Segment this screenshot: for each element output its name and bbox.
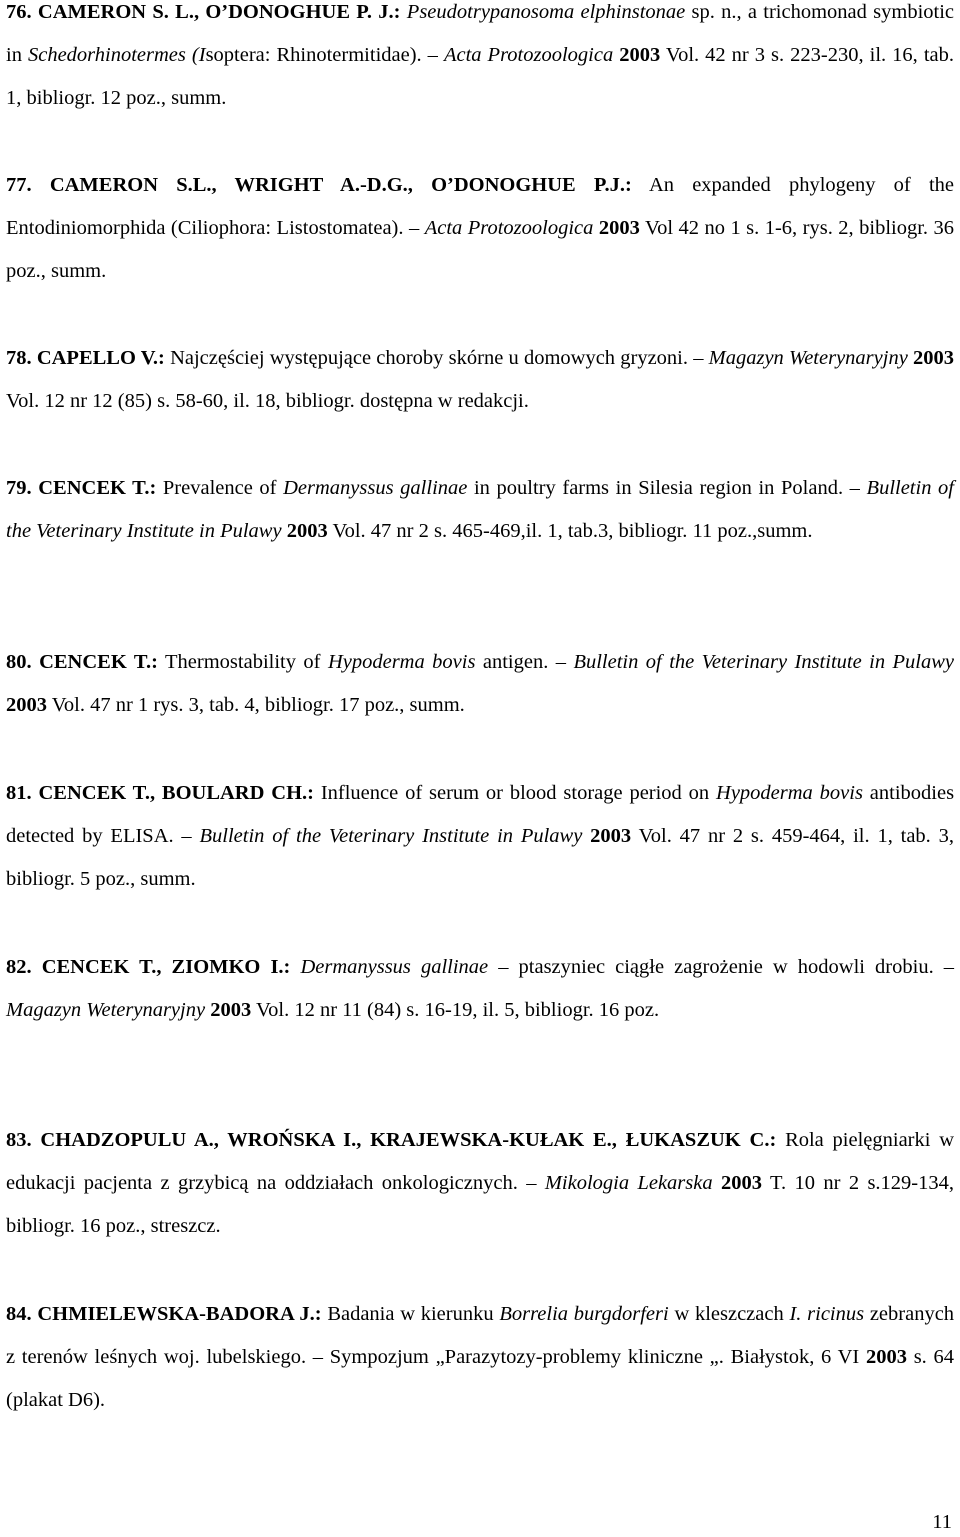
bibliography-entry-84 <box>6 1293 954 1422</box>
entry-title: zebranych z terenów leśnych woj. lubelskiego. – Sympozjum „Parazytozy-problemy kliniczne „. Białystok, 6 VI <box>6 1303 955 1368</box>
entry-title: Influence of serum or blood storage period on <box>320 782 710 804</box>
entry-authors: CHADZOPULU A., WROŃSKA I., KRAJEWSKA-KUŁAK E., ŁUKASZUK C.: <box>40 1129 777 1151</box>
entry-title-italic: (I <box>191 44 206 66</box>
entry-authors: CHMIELEWSKA-BADORA J.: <box>37 1303 322 1325</box>
entry-year: 2003 <box>6 694 47 716</box>
entry-title-italic: Hypoderma bovis <box>327 651 476 673</box>
entry-authors: CENCEK T.: <box>39 651 158 673</box>
entry-details: Vol. 12 nr 11 (84) s. 16-19, il. 5, bibliogr. 16 poz. <box>255 999 660 1021</box>
entry-title: antibodies detected by ELISA. – <box>6 782 955 847</box>
entry-number: 80. <box>6 651 32 673</box>
entry-title-italic: Borrelia burgdorferi <box>499 1303 669 1325</box>
entry-title-italic: Schedorhinotermes <box>27 44 186 66</box>
entry-details: Vol. 12 nr 12 (85) s. 58-60, il. 18, bibliogr. dostępna w redakcji. <box>6 390 529 412</box>
entry-title: antigen. – <box>482 651 567 673</box>
entry-title: Najczęściej występujące choroby skórne u domowych gryzoni. – <box>170 347 704 369</box>
entry-authors: CAMERON S. L., O’DONOGHUE P. J.: <box>37 1 401 23</box>
entry-number: 79. <box>6 477 32 499</box>
entry-number: 77. <box>6 174 32 196</box>
entry-number: 78. <box>6 347 32 369</box>
entry-journal: Bulletin of the Veterinary Institute in Pulawy <box>573 651 954 673</box>
page-number: 11 <box>932 1511 952 1533</box>
entry-year: 2003 <box>590 825 632 847</box>
entry-journal: Acta Protozoologica <box>443 44 614 66</box>
entry-details: Vol. 47 nr 1 rys. 3, tab. 4, bibliogr. 17 poz., summ. <box>51 694 465 716</box>
bibliography-entry-81 <box>6 772 954 901</box>
entry-year: 2003 <box>865 1346 907 1368</box>
entry-journal: Acta Protozoologica <box>424 217 594 239</box>
entry-authors: CENCEK T., ZIOMKO I.: <box>41 956 291 978</box>
entry-year: 2003 <box>286 520 328 542</box>
entry-authors: CENCEK T., BOULARD CH.: <box>38 782 314 804</box>
bibliography-entry-82 <box>6 946 954 1032</box>
bibliography-entry-79 <box>6 467 954 553</box>
entry-details: T. 10 nr 2 s.129-134, bibliogr. 16 poz., streszcz. <box>6 1172 955 1237</box>
entry-year: 2003 <box>210 999 252 1021</box>
entry-title-italic: Dermanyssus gallinae <box>283 477 468 499</box>
bibliography-entry-83 <box>6 1119 954 1248</box>
entry-title-italic: Pseudotrypanosoma elphinstonae <box>406 1 686 23</box>
entry-journal: Mikologia Lekarska <box>544 1172 713 1194</box>
entry-details: Vol 42 no 1 s. 1-6, rys. 2, bibliogr. 36 poz., summ. <box>6 217 954 282</box>
entry-title: Thermostability of <box>165 651 321 673</box>
entry-year: 2003 <box>598 217 640 239</box>
bibliography-entry-78 <box>6 337 954 423</box>
entry-details: Vol. 47 nr 2 s. 465-469,il. 1, tab.3, bibliogr. 11 poz.,summ. <box>332 520 813 542</box>
entry-title: Prevalence of <box>162 477 277 499</box>
entry-authors: CAPELLO V.: <box>36 347 165 369</box>
entry-journal: Magazyn Weterynaryjny <box>708 347 908 369</box>
entry-authors: CENCEK T.: <box>38 477 157 499</box>
entry-title: Badania w kierunku <box>327 1303 494 1325</box>
bibliography-entry-77 <box>6 164 954 293</box>
entry-title: – ptaszyniec ciągłe zagrożenie w hodowli drobiu. – <box>498 956 954 978</box>
entry-details: s. 64 (plakat D6). <box>6 1346 955 1411</box>
entry-journal: Bulletin of the Veterinary Institute in Pulawy <box>6 477 955 542</box>
entry-journal: Bulletin of the Veterinary Institute in Pulawy <box>199 825 583 847</box>
entry-year: 2003 <box>619 44 661 66</box>
bibliography-entry-80 <box>6 641 954 727</box>
entry-authors: CAMERON S.L., WRIGHT A.-D.G., O’DONOGHUE P.J.: <box>49 174 632 196</box>
entry-details: Vol. 47 nr 2 s. 459-464, il. 1, tab. 3, bibliogr. 5 poz., summ. <box>6 825 954 890</box>
entry-year: 2003 <box>721 1172 762 1194</box>
entry-number: 81. <box>6 782 32 804</box>
entry-title: soptera: Rhinotermitidae). – <box>205 44 438 66</box>
entry-title-italic: Hypoderma bovis <box>716 782 863 804</box>
entry-title: sp. n., a trichomonad symbiotic in <box>6 1 955 66</box>
entry-title: in poultry farms in Silesia region in Poland. – <box>473 477 860 499</box>
entry-title: An expanded phylogeny of the Entodiniomorphida (Ciliophora: Listostomatea). – <box>6 174 954 239</box>
entry-title: Rola pielęgniarki w edukacji pacjenta z grzybicą na oddziałach onkologicznych. – <box>6 1129 955 1194</box>
entry-details: Vol. 42 nr 3 s. 223-230, il. 16, tab. 1, bibliogr. 12 poz., summ. <box>6 44 955 109</box>
entry-title-italic: Dermanyssus gallinae <box>300 956 489 978</box>
entry-number: 84. <box>6 1303 32 1325</box>
entry-number: 76. <box>6 1 32 23</box>
entry-journal: Magazyn Weterynaryjny <box>6 999 206 1021</box>
entry-number: 82. <box>6 956 32 978</box>
entry-title-italic: I. ricinus <box>789 1303 865 1325</box>
entry-number: 83. <box>6 1129 32 1151</box>
bibliography-entry-76 <box>6 0 954 120</box>
entry-title: w kleszczach <box>674 1303 784 1325</box>
entry-year: 2003 <box>913 347 954 369</box>
